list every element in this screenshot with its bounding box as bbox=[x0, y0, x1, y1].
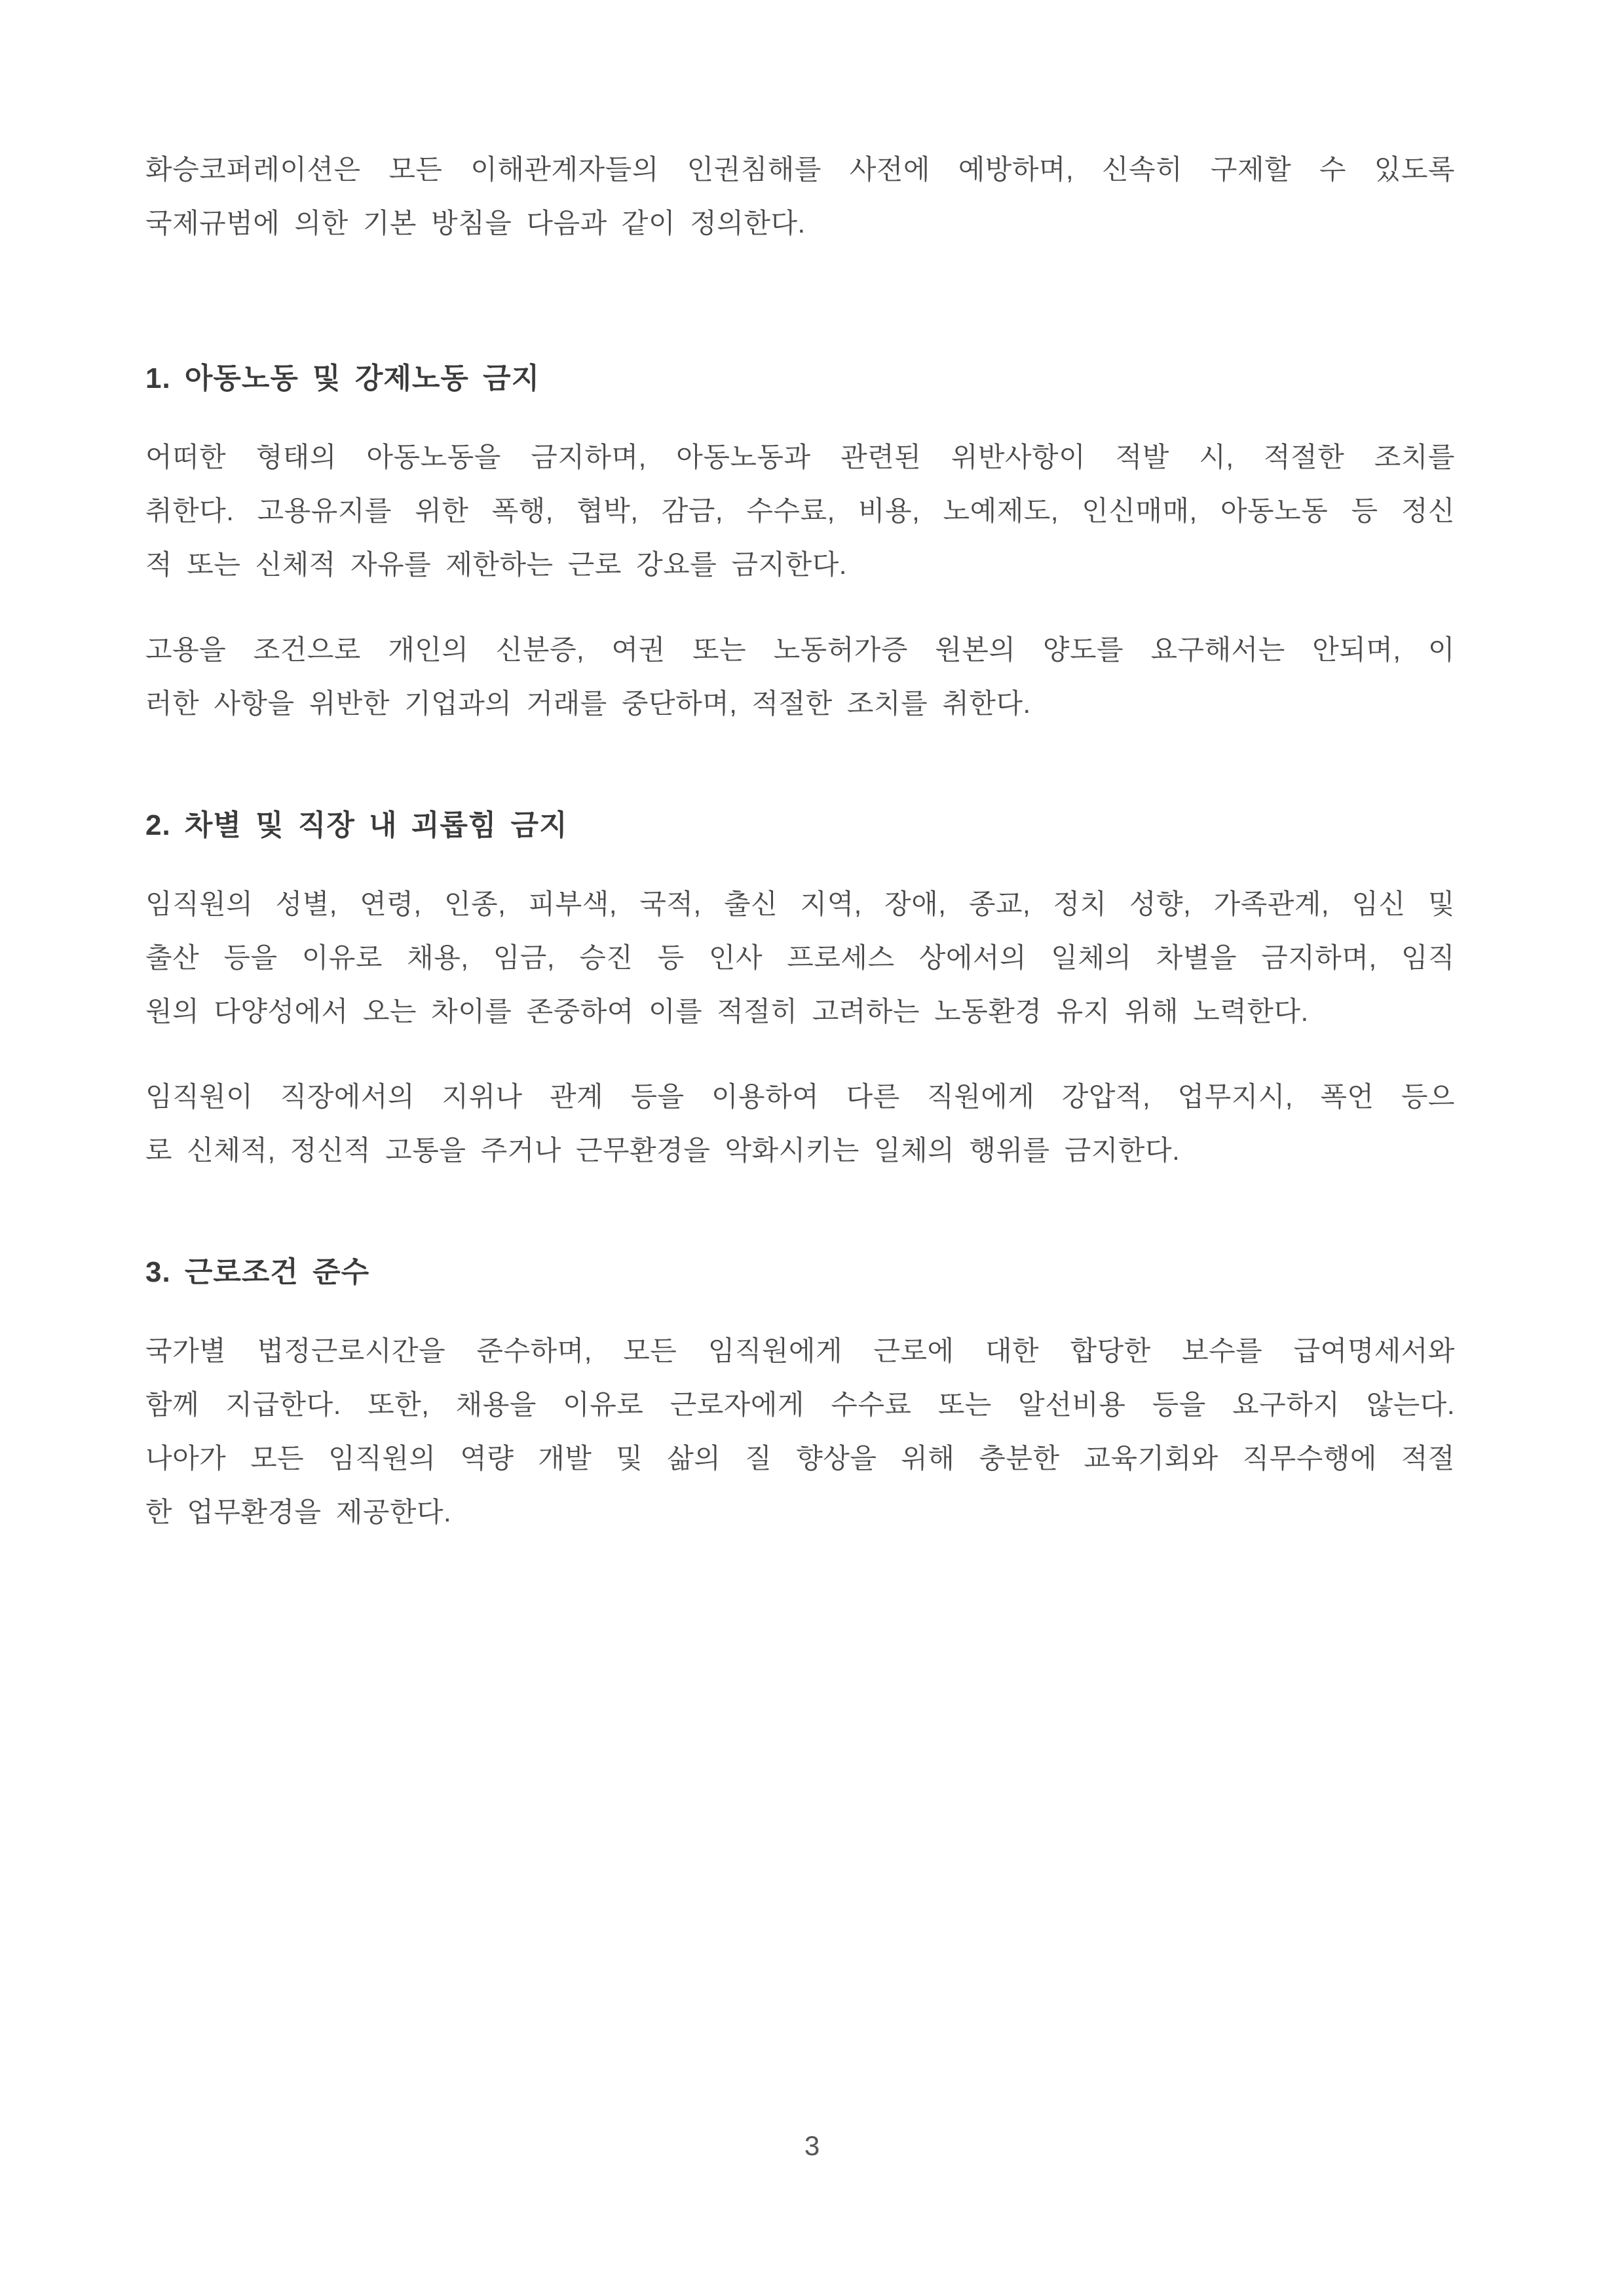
text-line: 어떠한 형태의 아동노동을 금지하며, 아동노동과 관련된 위반사항이 적발 시, 적절한 조치를 bbox=[145, 442, 1455, 472]
text-line: 고용을 조건으로 개인의 신분증, 여권 또는 노동허가증 원본의 양도를 요구해서는 안되며, 이 bbox=[145, 634, 1455, 665]
text-line: 출산 등을 이유로 채용, 임금, 승진 등 인사 프로세스 상에서의 일체의 차별을 금지하며, 임직 bbox=[145, 942, 1455, 973]
text-line: 국제규범에 의한 기본 방침을 다음과 같이 정의한다. bbox=[145, 208, 806, 239]
text-line: 취한다. 고용유지를 위한 폭행, 협박, 감금, 수수료, 비용, 노예제도, 인신매매, 아동노동 등 정신 bbox=[145, 495, 1455, 526]
paragraph bbox=[145, 1070, 1455, 1177]
text-line: 러한 사항을 위반한 기업과의 거래를 중단하며, 적절한 조치를 취한다. bbox=[145, 688, 1031, 719]
section-child-forced-labor bbox=[145, 352, 1455, 731]
paragraph bbox=[145, 623, 1455, 731]
text-line: 적 또는 신체적 자유를 제한하는 근로 강요를 금지한다. bbox=[145, 549, 847, 580]
section-heading: 1. 아동노동 및 강제노동 금지 bbox=[145, 362, 540, 394]
text-line: 임직원의 성별, 연령, 인종, 피부색, 국적, 출신 지역, 장애, 종교, 정치 성향, 가족관계, 임신 및 bbox=[145, 889, 1455, 919]
paragraph bbox=[145, 430, 1455, 592]
section-discrimination-harassment bbox=[145, 799, 1455, 1177]
section-working-conditions bbox=[145, 1246, 1455, 1539]
paragraph bbox=[145, 1324, 1455, 1539]
text-line: 화승코퍼레이션은 모든 이해관계자들의 인권침해를 사전에 예방하며, 신속히 구제할 수 있도록 bbox=[145, 154, 1455, 185]
text-line: 나아가 모든 임직원의 역량 개발 및 삶의 질 향상을 위해 충분한 교육기회와 직무수행에 적절 bbox=[145, 1443, 1455, 1474]
section-heading: 3. 근로조건 준수 bbox=[145, 1256, 370, 1288]
text-line: 로 신체적, 정신적 고통을 주거나 근무환경을 악화시키는 일체의 행위를 금지한다. bbox=[145, 1135, 1180, 1166]
intro-paragraph bbox=[145, 143, 1455, 250]
paragraph bbox=[145, 877, 1455, 1039]
section-heading: 2. 차별 및 직장 내 괴롭힘 금지 bbox=[145, 809, 568, 841]
text-line: 한 업무환경을 제공한다. bbox=[145, 1497, 452, 1527]
text-line: 원의 다양성에서 오는 차이를 존중하여 이를 적절히 고려하는 노동환경 유지 위해 노력한다. bbox=[145, 996, 1309, 1027]
text-line: 임직원이 직장에서의 지위나 관계 등을 이용하여 다른 직원에게 강압적, 업무지시, 폭언 등으 bbox=[145, 1081, 1455, 1112]
text-line: 국가별 법정근로시간을 준수하며, 모든 임직원에게 근로에 대한 합당한 보수를 급여명세서와 bbox=[145, 1335, 1455, 1366]
page-number: 3 bbox=[804, 2130, 820, 2161]
text-line: 함께 지급한다. 또한, 채용을 이유로 근로자에게 수수료 또는 알선비용 등을 요구하지 않는다. bbox=[145, 1389, 1455, 1420]
